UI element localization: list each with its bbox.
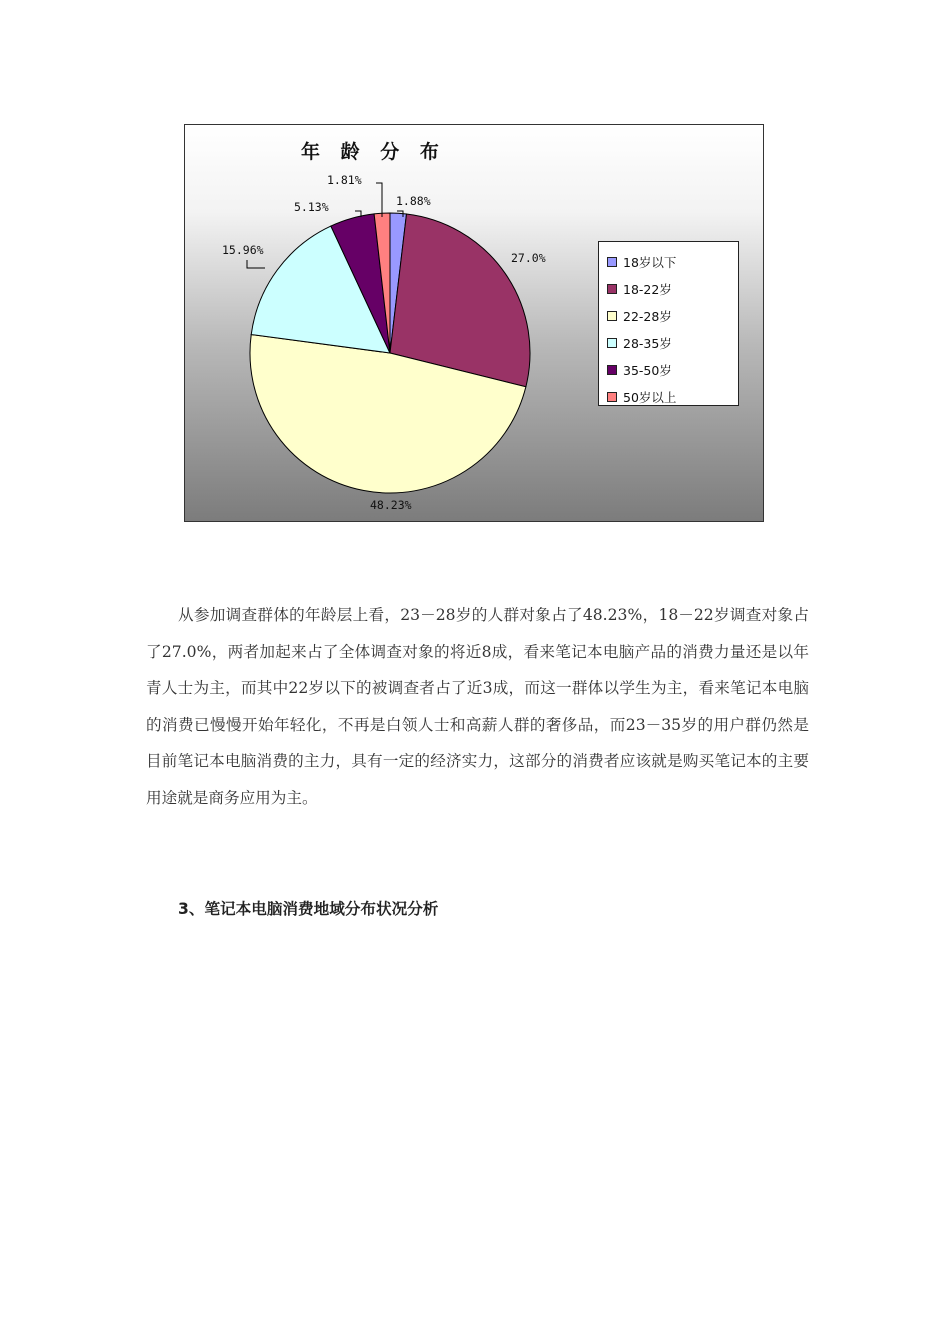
section-heading: 3、笔记本电脑消费地域分布状况分析	[178, 900, 439, 918]
legend-label: 22-28岁	[623, 308, 672, 324]
legend-item	[607, 248, 738, 275]
slice-label-18-below: 1.88%	[396, 194, 431, 208]
age-distribution-chart	[184, 124, 764, 522]
legend-swatch	[607, 284, 617, 294]
leader-line-3	[247, 260, 265, 268]
legend-swatch	[607, 338, 617, 348]
legend-item	[607, 356, 738, 383]
legend-swatch	[607, 311, 617, 321]
chart-legend	[598, 241, 739, 406]
legend-label: 28-35岁	[623, 335, 672, 351]
slice-label-35-50: 5.13%	[294, 200, 329, 214]
legend-swatch	[607, 392, 617, 402]
legend-item	[607, 302, 738, 329]
legend-label: 50岁以上	[623, 389, 677, 405]
legend-item	[607, 383, 738, 410]
legend-swatch	[607, 257, 617, 267]
legend-swatch	[607, 365, 617, 375]
leader-line-1	[376, 183, 382, 217]
legend-label: 18岁以下	[623, 254, 677, 270]
legend-label: 35-50岁	[623, 362, 672, 378]
slice-label-28-35: 15.96%	[222, 243, 264, 257]
legend-item	[607, 329, 738, 356]
legend-item	[607, 275, 738, 302]
slice-label-18-22: 27.0%	[511, 251, 546, 265]
analysis-paragraph: 从参加调查群体的年龄层上看，23－28岁的人群对象占了48.23%，18－22岁调查对象占了27.0%，两者加起来占了全体调查对象的将近8成，看来笔记本电脑产品的消费力量还是以年青人士为主，而其中22岁以下的被调查者占了近3成，而这一群体以学生为主，看来笔记本电脑的消费已慢慢开始年轻化，不再是白领人士和高薪人群的奢侈品，而23－35岁的用户群仍然是目前笔记本电脑消费的主力，具有一定的经济实力，这部分的消费者应该就是购买笔记本的主要用途就是商务应用为主。	[146, 606, 809, 807]
legend-label: 18-22岁	[623, 281, 672, 297]
chart-title: 年 龄 分 布	[301, 141, 446, 163]
slice-label-50-above: 1.81%	[327, 173, 362, 187]
slice-label-22-28: 48.23%	[370, 498, 412, 512]
